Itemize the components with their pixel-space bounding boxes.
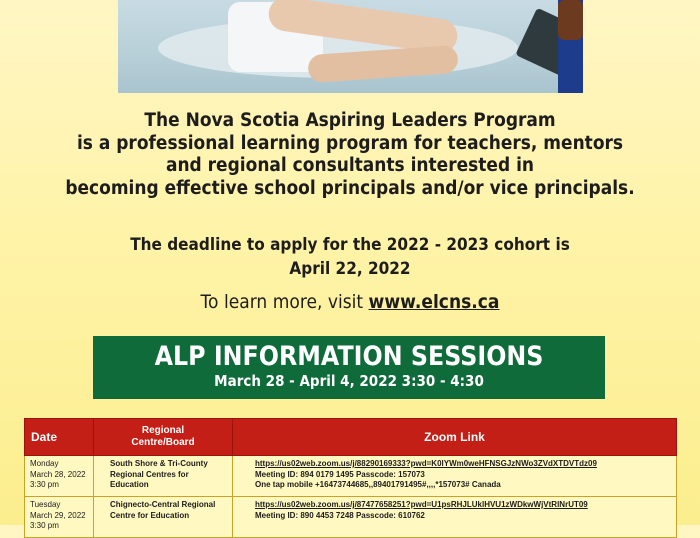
intro-line: becoming effective school principals and/or vice principals.: [65, 177, 635, 199]
header-regional-line: Regional: [141, 425, 185, 436]
date-cell: [25, 456, 94, 497]
learn-more-prefix: To learn more, visit: [200, 291, 369, 313]
zoom-cell: [233, 456, 677, 497]
region-line: Centre for Education: [110, 510, 190, 520]
sessions-table: [24, 418, 677, 538]
region-line: South Shore & Tri-County: [110, 459, 208, 468]
one-tap-mobile: One tap mobile +16473744685,,89401791495#,,,,*157073# Canada: [255, 480, 501, 489]
deadline-line: The deadline to apply for the 2022 - 2023 cohort is: [130, 235, 570, 255]
zoom-link[interactable]: https://us02web.zoom.us/j/88290169333?pwd=K0lYWm0weHFNSGJzNWo3ZVdXTDVTdz09: [255, 459, 597, 468]
region-cell: [94, 456, 233, 497]
table-header-row: [25, 419, 677, 456]
header-regional-line: Centre/Board: [131, 437, 195, 448]
meeting-info: Meeting ID: 890 4453 7248 Passcode: 610762: [255, 510, 425, 520]
zoom-cell: [233, 497, 677, 538]
website-link[interactable]: www.elcns.ca: [368, 291, 500, 313]
intro-line: The Nova Scotia Aspiring Leaders Program: [144, 110, 556, 131]
info-sessions-banner: [93, 336, 605, 399]
row-time: 3:30 pm: [30, 521, 59, 530]
header-regional: [94, 419, 233, 456]
region-line: Chignecto-Central Regional: [110, 500, 216, 509]
intro-line: and regional consultants interested in: [165, 155, 535, 176]
region-line: Education: [110, 480, 149, 489]
header-date: Date: [25, 419, 94, 456]
table-row: [25, 497, 677, 538]
row-time: 3:30 pm: [30, 480, 59, 489]
banner-title: ALP INFORMATION SESSIONS: [154, 341, 544, 372]
row-date: March 28, 2022: [30, 469, 86, 479]
region-cell: [94, 497, 233, 538]
meeting-info: Meeting ID: 894 0179 1495 Passcode: 157073: [255, 469, 425, 479]
photo-hair-shape: [558, 0, 583, 40]
date-cell: [25, 497, 94, 538]
region-line: Regional Centres for: [110, 469, 189, 479]
header-zoom: Zoom Link: [233, 419, 677, 456]
learn-more: [35, 291, 665, 313]
row-day: Tuesday: [30, 500, 61, 509]
zoom-link[interactable]: https://us02web.zoom.us/j/87477658251?pwd=U1psRHJLUklHVU1zWDkwWjVtRlNrUT09: [255, 500, 588, 509]
deadline-notice: [35, 233, 665, 281]
deadline-date: April 22, 2022: [289, 259, 411, 279]
row-day: Monday: [30, 459, 59, 468]
table-row: [25, 456, 677, 497]
intro-line: is a professional learning program for teachers, mentors: [76, 132, 624, 154]
meeting-photo: [118, 0, 583, 93]
program-description: [28, 110, 672, 200]
row-date: March 29, 2022: [30, 510, 86, 520]
banner-subtitle: March 28 - April 4, 2022 3:30 - 4:30: [214, 372, 484, 390]
